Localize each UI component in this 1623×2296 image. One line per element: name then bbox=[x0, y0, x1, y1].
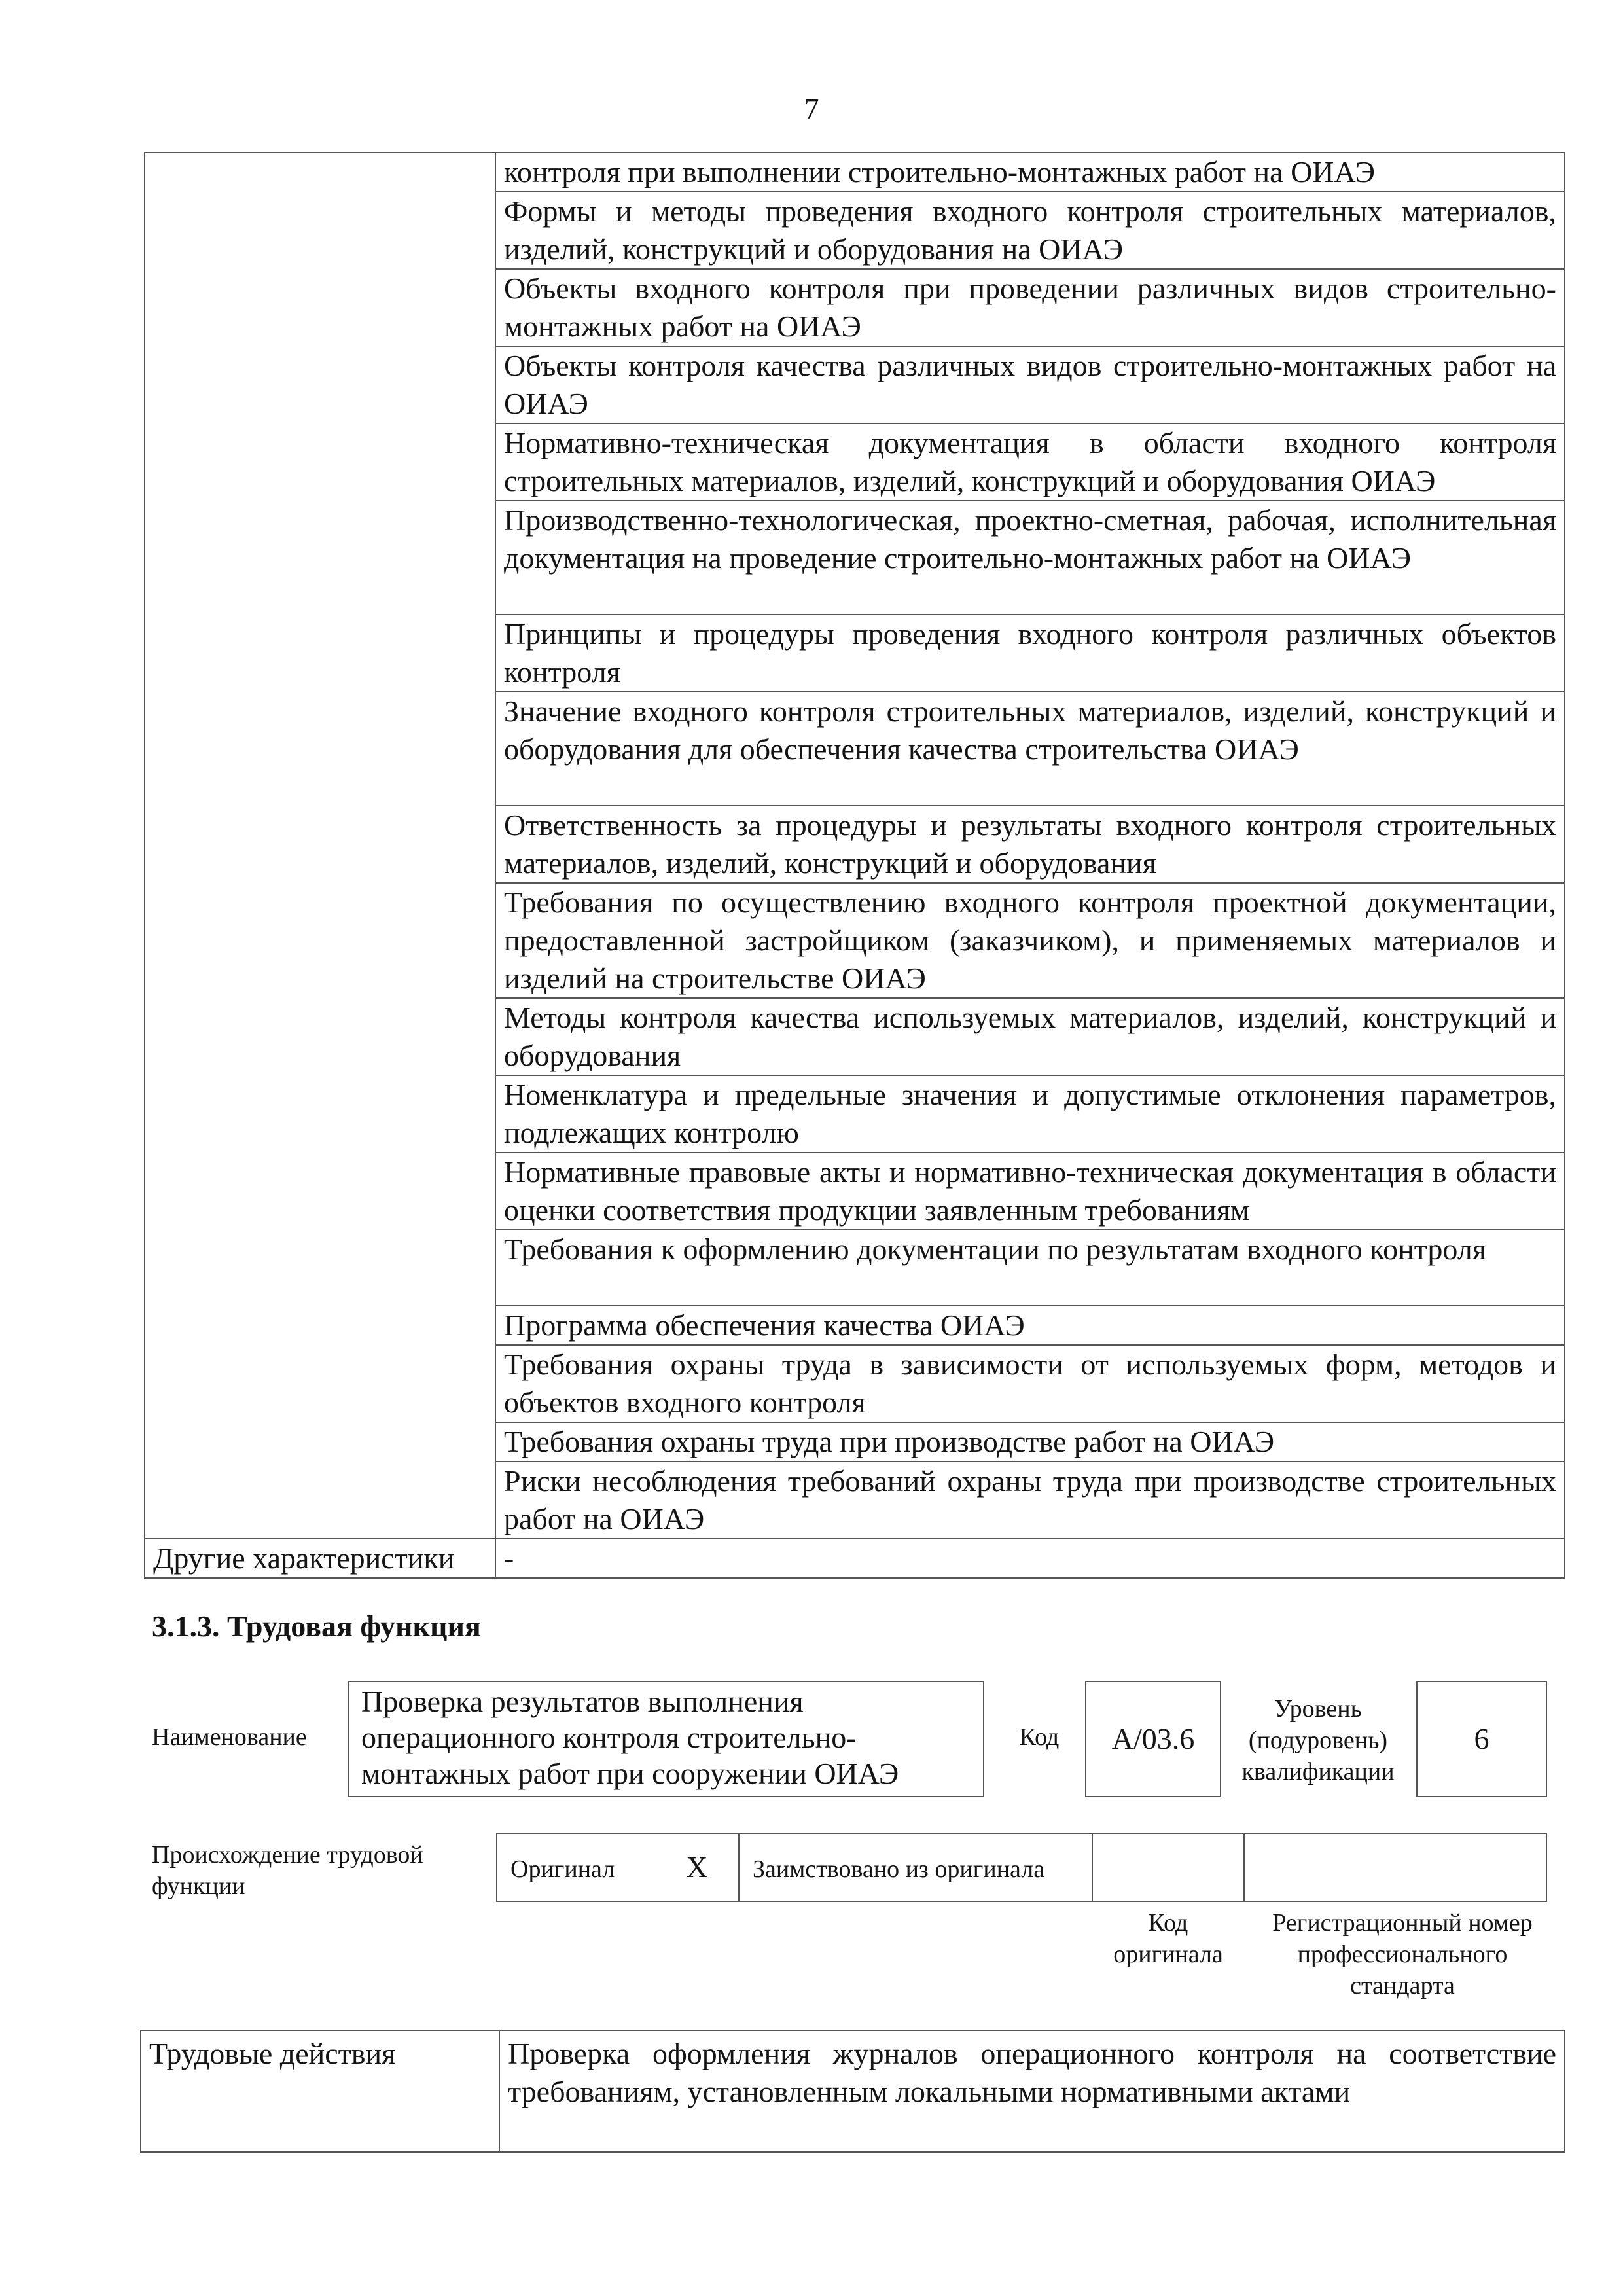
knowledge-item: Требования к оформлению документации по результатам входного контроля bbox=[495, 1230, 1565, 1306]
knowledge-item: Объекты входного контроля при проведении различных видов строительно-монтажных работ на ОИАЭ bbox=[495, 269, 1565, 346]
other-characteristics-value: - bbox=[495, 1539, 1565, 1578]
labor-actions-table bbox=[140, 2030, 1565, 2153]
knowledge-table bbox=[144, 152, 1565, 1579]
knowledge-item: Ответственность за процедуры и результаты входного контроля строительных материалов, изделий, конструкций и оборудования bbox=[495, 806, 1565, 883]
original-label: Оригинал bbox=[510, 1856, 615, 1883]
knowledge-item: Нормативно-техническая документация в области входного контроля строительных материалов, изделий, конструкций и оборудования ОИАЭ bbox=[495, 423, 1565, 501]
knowledge-item: Требования по осуществлению входного контроля проектной документации, предоставленной застройщиком (заказчиком), и применяемых материалов и изделий на строительстве ОИАЭ bbox=[495, 883, 1565, 998]
origin-label: Происхождение трудовой функции bbox=[152, 1841, 423, 1900]
code-label: Код bbox=[1019, 1723, 1060, 1751]
borrowed-label: Заимствовано из оригинала bbox=[753, 1856, 1045, 1883]
function-name: Проверка результатов выполнения операционного контроля строительно-монтажных работ при сооружении ОИАЭ bbox=[361, 1685, 899, 1790]
page-number: 7 bbox=[804, 92, 819, 126]
knowledge-item: Формы и методы проведения входного контроля строительных материалов, изделий, конструкций и оборудования на ОИАЭ bbox=[495, 192, 1565, 269]
code-value: А/03.6 bbox=[1111, 1722, 1195, 1755]
knowledge-item: контроля при выполнении строительно-монтажных работ на ОИАЭ bbox=[495, 152, 1565, 192]
original-mark: X bbox=[686, 1850, 708, 1884]
other-characteristics-label: Другие характеристики bbox=[145, 1539, 495, 1578]
knowledge-item: Принципы и процедуры проведения входного контроля различных объектов контроля bbox=[495, 615, 1565, 692]
knowledge-item: Программа обеспечения качества ОИАЭ bbox=[495, 1306, 1565, 1345]
origin-divider bbox=[1092, 1833, 1093, 1902]
level-box bbox=[1416, 1681, 1547, 1797]
knowledge-item: Номенклатура и предельные значения и допустимые отклонения параметров, подлежащих контролю bbox=[495, 1075, 1565, 1153]
level-label: Уровень (подуровень) квалификации bbox=[1241, 1695, 1395, 1785]
knowledge-item: Значение входного контроля строительных материалов, изделий, конструкций и оборудования для обеспечения качества строительства ОИАЭ bbox=[495, 692, 1565, 806]
registration-number-caption: Регистрационный номер профессионального стандарта bbox=[1272, 1909, 1533, 2000]
knowledge-item: Производственно-технологическая, проектно-сметная, рабочая, исполнительная документация на проведение строительно-монтажных работ на ОИАЭ bbox=[495, 501, 1565, 615]
level-value: 6 bbox=[1474, 1722, 1489, 1755]
knowledge-item: Объекты контроля качества различных видов строительно-монтажных работ на ОИАЭ bbox=[495, 346, 1565, 423]
code-box bbox=[1085, 1681, 1221, 1797]
knowledge-item: Риски несоблюдения требований охраны труда при производстве строительных работ на ОИАЭ bbox=[495, 1462, 1565, 1539]
knowledge-label-cell bbox=[145, 152, 495, 1539]
labor-actions-label: Трудовые действия bbox=[141, 2030, 499, 2152]
origin-divider bbox=[1243, 1833, 1245, 1902]
original-code-caption: Код оригинала bbox=[1113, 1909, 1223, 1968]
knowledge-item: Нормативные правовые акты и нормативно-техническая документация в области оценки соответствия продукции заявленным требованиям bbox=[495, 1153, 1565, 1230]
name-label: Наименование bbox=[152, 1723, 307, 1751]
knowledge-item: Методы контроля качества используемых материалов, изделий, конструкций и оборудования bbox=[495, 998, 1565, 1075]
knowledge-item: Требования охраны труда при производстве работ на ОИАЭ bbox=[495, 1422, 1565, 1462]
section-title: 3.1.3. Трудовая функция bbox=[152, 1609, 481, 1643]
function-name-box bbox=[348, 1681, 984, 1797]
origin-divider bbox=[738, 1833, 740, 1902]
labor-action-item: Проверка оформления журналов операционного контроля на соответствие требованиям, установленным локальными нормативными актами bbox=[499, 2030, 1565, 2152]
knowledge-item: Требования охраны труда в зависимости от используемых форм, методов и объектов входного контроля bbox=[495, 1345, 1565, 1422]
